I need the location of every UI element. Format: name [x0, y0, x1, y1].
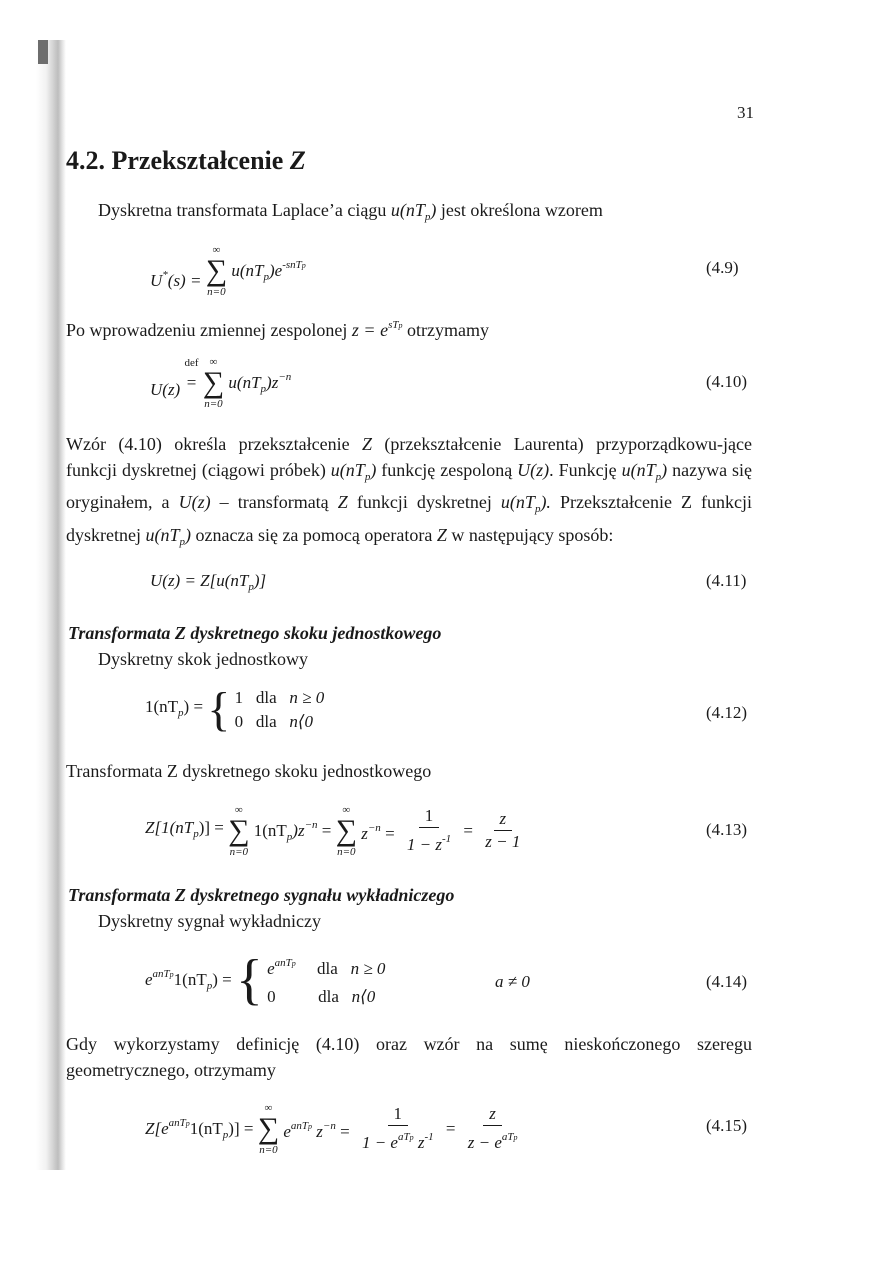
eq410-defeq — [184, 353, 198, 413]
eq412-r2-cond: n⟨0 — [289, 712, 314, 731]
subheading-step: Transformata Z dyskretnego skoku jednostkowego — [68, 623, 442, 643]
sum-icon: ∑ — [257, 1112, 280, 1145]
intro-text: Dyskretna transformata Laplace’a ciągu — [98, 200, 387, 220]
eq414-condition: a ≠ 0 — [495, 972, 530, 991]
intro-paragraph — [98, 198, 603, 231]
eq414-lhs-e: e — [145, 970, 153, 989]
eq415-frac1-den-exp: aT — [397, 1131, 410, 1143]
eq413-number: (4.13) — [706, 820, 748, 839]
eq415-number: (4.15) — [706, 1116, 748, 1135]
eq412-r1-cond: n ≥ 0 — [289, 688, 325, 707]
eq415-frac2-den-exp-sub: p — [513, 1133, 518, 1142]
eq411-lhs: U(z) = Z[u(nT — [150, 571, 249, 590]
def-s1: Wzór (4.10) określa przekształcenie — [66, 434, 350, 454]
binding-mark — [38, 40, 48, 64]
eq410-term-close: )z — [266, 373, 279, 392]
eq49-lhs-arg: (s) = — [167, 271, 202, 290]
eq49-exp-sub: p — [301, 261, 306, 270]
eq415-lhs-close: )] = — [228, 1119, 254, 1138]
eq414-r1-cond: n ≥ 0 — [350, 959, 386, 978]
def-v1-sub: p — [364, 470, 371, 483]
eq414-r2-dla: dla — [318, 987, 339, 1006]
eq413-frac1 — [403, 806, 455, 856]
eq414-r1-dla: dla — [317, 959, 338, 978]
eq415-eq2: = — [340, 1122, 350, 1141]
eq410-number: (4.10) — [706, 372, 748, 391]
page-number: 31 — [737, 103, 754, 122]
eq410-sum-top: ∞ — [209, 356, 218, 368]
def-s9-z: Z — [436, 524, 447, 545]
eq49-sum-bottom: n=0 — [207, 286, 226, 298]
eq414-r2-val: 0 — [267, 987, 276, 1006]
def-s10: w następujący sposób: — [451, 524, 614, 545]
section-title-symbol: Z — [289, 146, 306, 175]
eq415-frac1-den-a: 1 − e — [361, 1133, 398, 1152]
subst-exp-sub: p — [398, 321, 403, 330]
def-v6: u(nT — [145, 524, 180, 545]
eq414-number: (4.14) — [706, 972, 748, 991]
eq412-r2-dla: dla — [255, 712, 277, 731]
equation-4-12 — [145, 683, 325, 736]
eq413-sum2-bottom: n=0 — [337, 846, 356, 858]
equation-4-15 — [145, 1098, 526, 1160]
def-s3: funkcję zespoloną — [381, 459, 513, 480]
def-s6: – transformatą — [219, 492, 329, 512]
page-binding-shadow — [36, 40, 66, 1170]
eq410-sum-bottom: n=0 — [204, 398, 223, 410]
eq415-term-z: z — [316, 1122, 323, 1141]
def-v5-close: ). — [540, 492, 551, 512]
subst-z-eq: z = e — [351, 320, 389, 340]
eq413-frac1-den-exp: -1 — [442, 833, 452, 845]
substitution-paragraph — [66, 313, 489, 344]
eq412-lhs-close: ) = — [183, 697, 204, 716]
def-s6-z: Z — [337, 492, 348, 512]
eq415-lhs-exp-sub: p — [185, 1119, 190, 1128]
def-s4: . Funkcję — [549, 459, 617, 480]
eq412-cases — [235, 686, 325, 734]
eq415-sum-bottom: n=0 — [259, 1144, 278, 1156]
eq415-lhs-sub: p — [222, 1129, 229, 1141]
eq411-sub: p — [248, 581, 254, 593]
intro-var-close: ) — [430, 200, 437, 220]
def-v4: U(z) — [178, 492, 211, 512]
eq49-sum-top: ∞ — [212, 244, 221, 256]
equation-4-9 — [150, 240, 306, 302]
eq410-lhs: U(z) — [150, 380, 181, 399]
def-v6-close: ) — [185, 524, 191, 545]
def-v3: u(nT — [621, 459, 656, 480]
eq413-term1: 1(nT — [253, 821, 287, 840]
section-title-text: Przekształcenie — [111, 146, 284, 175]
eq415-frac1-num: 1 — [388, 1104, 409, 1126]
eq415-frac1-den-b: z — [417, 1133, 425, 1152]
eq49-term: u(nT — [231, 261, 264, 280]
eq414-r1-exp-sub: p — [291, 959, 296, 968]
def-s1-z: Z — [361, 434, 372, 454]
eq413-frac1-den: 1 − z — [406, 835, 442, 854]
sum-icon: ∑ — [202, 366, 225, 399]
def-v5-sub: p — [534, 503, 541, 515]
step-intro: Dyskretny skok jednostkowy — [98, 649, 308, 669]
eq415-term-z-exp: −n — [322, 1120, 336, 1132]
eq412-lhs: 1(nT — [145, 697, 179, 716]
def-s8: Przekształcenie Z funkcji dyskretnej — [66, 492, 753, 545]
def-v3-sub: p — [655, 470, 662, 483]
eq413-lhs-sub: p — [193, 828, 199, 840]
sum-icon: ∑ — [335, 814, 357, 847]
eq412-r1-val: 1 — [234, 688, 244, 707]
def-v3-close: ) — [661, 459, 668, 480]
eq410-def: def — [184, 357, 199, 369]
eq413-term1-exp: −n — [304, 819, 318, 831]
def-v6-sub: p — [179, 535, 185, 548]
step-transform-intro: Transformata Z dyskretnego skoku jednostkowego — [66, 761, 432, 781]
eq414-r1-exp: anT — [274, 957, 292, 969]
eq49-term-sub: p — [263, 271, 269, 283]
geometric-paragraph: Gdy wykorzystamy definicję (4.10) oraz wzór na sumę nieskończonego szeregu geometrycznego, otrzymamy — [66, 1034, 752, 1080]
def-s7: funkcji dyskretnej — [356, 492, 492, 512]
eq49-lhs: U — [150, 271, 163, 290]
eq414-r2-cond: n⟨0 — [351, 987, 376, 1006]
eq49-lhs-sup: * — [162, 269, 168, 281]
eq415-frac2 — [464, 1104, 522, 1154]
eq49-number: (4.9) — [706, 258, 739, 277]
eq411-close: )] — [253, 571, 267, 590]
eq415-frac1 — [358, 1104, 438, 1154]
eq410-sum — [203, 352, 224, 414]
eq413-frac2 — [481, 809, 524, 853]
eq410-exp: −n — [278, 371, 292, 383]
eq413-sum2 — [336, 800, 357, 862]
def-s5: nazywa się oryginałem, a — [66, 459, 753, 512]
intro-rest: jest określona wzorem — [440, 200, 603, 220]
eq415-term-exp: anT — [290, 1120, 309, 1132]
eq49-sum — [206, 240, 227, 302]
eq415-term-exp-sub: p — [308, 1122, 313, 1131]
sum-icon: ∑ — [228, 814, 250, 847]
def-s9: oznacza się za pomocą operatora — [195, 524, 433, 545]
eq413-sum1-top: ∞ — [234, 804, 243, 816]
eq413-eq2: = — [321, 821, 332, 840]
intro-var: u(nT — [390, 200, 425, 220]
eq414-lhs-exp: anT — [152, 968, 170, 980]
def-v1: u(nT — [330, 459, 365, 480]
def-v1-close: ) — [370, 459, 377, 480]
exp-intro: Dyskretny sygnał wykładniczy — [98, 911, 321, 931]
left-brace-icon: { — [235, 949, 263, 1011]
eq413-term1-close: )z — [292, 821, 305, 840]
definition-paragraph — [66, 432, 752, 555]
subst-rest: otrzymamy — [406, 320, 489, 340]
eq414-cases — [267, 949, 385, 1011]
subst-text: Po wprowadzeniu zmiennej zespolonej — [66, 320, 348, 340]
eq414-lhs-exp-sub: p — [169, 970, 174, 979]
def-s2: (przekształcenie Laurenta) przyporządkowu-jące funkcji dyskretnej (ciągowi próbek) — [66, 434, 753, 480]
eq413-term2-exp: −n — [367, 822, 381, 834]
eq415-lhs: Z[e — [145, 1119, 169, 1138]
eq414-r1-val: e — [267, 959, 275, 978]
def-v2: U(z) — [517, 459, 550, 480]
eq410-eq: = — [186, 373, 197, 392]
equation-4-10 — [150, 352, 291, 414]
eq413-sum2-top: ∞ — [342, 804, 351, 816]
eq413-term2: z — [361, 824, 368, 843]
eq414-lhs-sub: p — [206, 980, 213, 992]
sum-icon: ∑ — [205, 254, 228, 287]
eq411-number: (4.11) — [706, 571, 747, 590]
eq413-sum1 — [228, 800, 249, 862]
eq413-term1-sub: p — [286, 831, 293, 843]
eq49-term-close: )e — [268, 261, 283, 280]
eq414-lhs-close: ) = — [212, 970, 232, 989]
eq415-sum-top: ∞ — [264, 1102, 273, 1114]
eq414-lhs-rest: 1(nT — [173, 970, 207, 989]
eq415-frac2-num: z — [483, 1104, 502, 1126]
section-number: 4.2. — [66, 146, 105, 175]
eq413-sum1-bottom: n=0 — [229, 846, 249, 858]
eq415-frac1-den-b-exp: -1 — [424, 1131, 434, 1143]
eq413-lhs: Z[1(nT — [145, 818, 194, 837]
eq415-lhs-rest: 1(nT — [189, 1119, 223, 1138]
eq415-frac1-den-exp-sub: p — [409, 1133, 414, 1142]
eq415-term-e: e — [283, 1122, 291, 1141]
eq413-eq3: = — [385, 824, 395, 843]
left-brace-icon: { — [207, 683, 231, 736]
eq410-term-sub: p — [260, 383, 267, 395]
eq415-eq3: = — [445, 1119, 456, 1138]
eq413-frac2-num: z — [494, 809, 513, 831]
eq412-r1-dla: dla — [255, 688, 277, 707]
eq413-frac2-den: z − 1 — [485, 832, 521, 851]
eq413-eq4: = — [463, 821, 474, 840]
eq412-number: (4.12) — [706, 703, 748, 722]
eq415-sum — [258, 1098, 279, 1160]
eq415-lhs-exp: anT — [168, 1117, 186, 1129]
eq413-lhs-close: )] = — [198, 818, 224, 837]
subheading-exp: Transformata Z dyskretnego sygnału wykładniczego — [68, 885, 455, 905]
section-title — [66, 146, 306, 176]
eq49-exp: -snT — [282, 259, 302, 271]
subst-exp: sT — [388, 319, 399, 331]
eq415-frac2-den-exp: aT — [501, 1131, 514, 1143]
def-v5: u(nT — [500, 492, 535, 512]
eq412-r2-val: 0 — [234, 712, 244, 731]
equation-4-13 — [145, 800, 528, 862]
eq413-frac1-num: 1 — [419, 806, 440, 828]
intro-var-sub: p — [424, 211, 431, 223]
eq415-frac2-den-a: z − e — [467, 1133, 502, 1152]
equation-4-11 — [150, 571, 266, 597]
eq410-term: u(nT — [228, 373, 261, 392]
eq412-lhs-sub: p — [178, 707, 184, 719]
equation-4-14 — [145, 949, 385, 1011]
